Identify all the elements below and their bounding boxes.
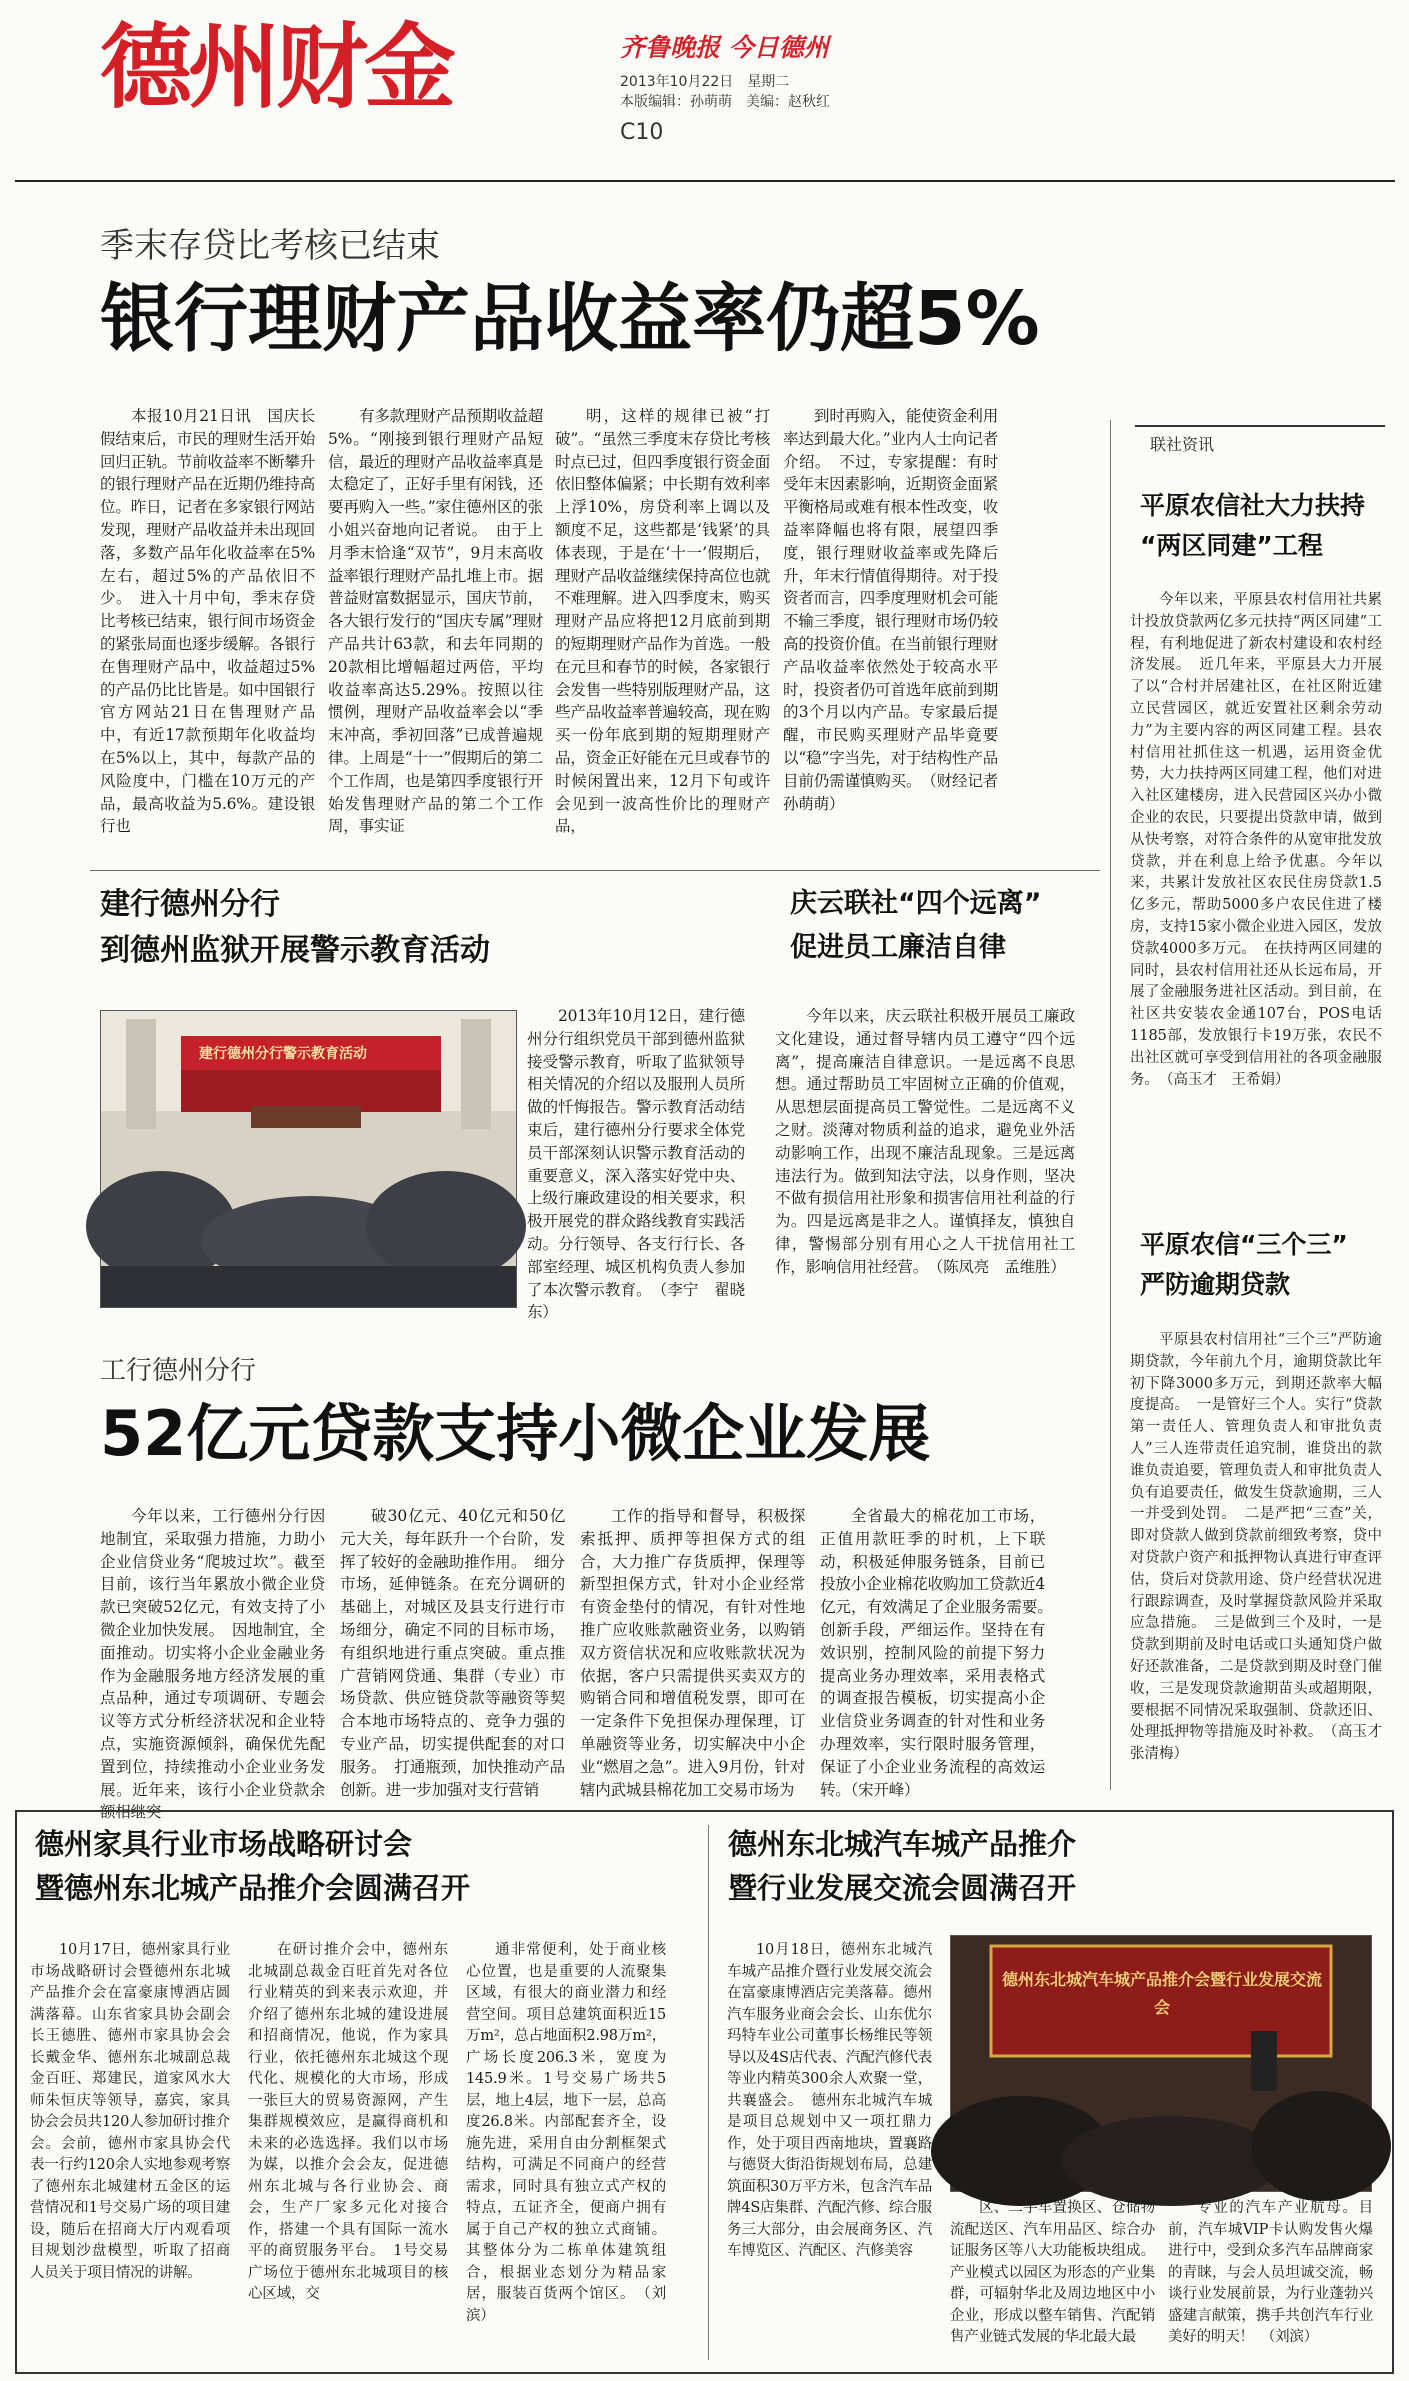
auto-column-1: 10月18日，德州东北城汽车城产品推介暨行业发展交流会在富豪康博酒店完美落幕。德州汽车服务业商会会长、山东优尔玛特车业公司董事长杨维民等领导以及4S店代表、汽配汽修代表等业内精英300余人欢聚一堂，共襄盛会。 德州东北城汽车城是项目总规划中又一项扛鼎力作，处于项目西南地块，置襄路与德贤大街沿街规划布局，总建筑面积30万平方米，包含汽车品牌4S店集群、汽配汽修、综合服务三大部分，由会展商务区、汽车博览区、汽配区、汽修美容	[727, 1942, 932, 2259]
bottom-divider	[708, 1825, 709, 2360]
sidebar-rule	[1110, 420, 1111, 1790]
issue-meta	[620, 72, 830, 112]
issue-editors: 本版编辑：孙萌萌 美编：赵秋红	[620, 94, 830, 110]
ccb-title: 建行德州分行 到德州监狱开展警示教育活动	[100, 887, 490, 968]
newspaper-name: 齐鲁晚报 今日德州	[620, 33, 829, 62]
auto-title: 德州东北城汽车城产品推介 暨行业发展交流会圆满召开	[728, 1827, 1077, 1905]
auto-photo	[950, 1935, 1372, 2192]
sidebar-tag-rule	[1135, 425, 1385, 427]
sidebar-story1-body: 今年以来，平原县农村信用社共累计投放贷款两亿多元扶持“两区同建”工程，有利地促进了新农村建设和农村经济发展。 近几年来，平原县大力开展了以“合村并居建社区，在社区附近建立民营园区，就近安置社区剩余劳动力”为主要内容的两区同建工程。县农村信用社抓住这一机遇，运用资金优势，大力扶持两区同建工程，他们对进入社区建楼房，进入民营园区兴办小微企业的农民，只要提出贷款申请，做到从快考察，对符合条件的从宽审批发放贷款，并在利息上给予优惠。今年以来，共累计发放社区农民住房贷款1.5亿多元，帮助5000多户农民住进了楼房，支持15家小微企业进入园区，发放贷款4000多万元。 在扶持两区同建的同时，县农村信用社还从长远布局，开展了金融服务进社区活动。到目前，在社区共安装农金通107台，POS电话1185部，发放银行卡19万张，农民不出社区就可享受到信用社的各项金融服务。 （高玉才 王希娟）	[1130, 592, 1382, 1088]
ccb-body: 2013年10月12日，建行德州分行组织党员干部到德州监狱接受警示教育，听取了监狱领导相关情况的介绍以及服刑人员所做的忏悔报告。警示教育活动结束后，建行德州分行要求全体党员干部深刻认识警示教育活动的重要意义，深入落实好党中央、上级行廉政建设的相关要求，积极开展党的群众路线教育实践活动。分行领导、各支行行长、各部室经理、城区机构负责人参加了本次警示教育。 （李宁 翟晓东）	[527, 1007, 745, 1322]
masthead-title: 德州财金	[100, 14, 453, 121]
lead-column-2: 有多款理财产品预期收益超5%。“刚接到银行理财产品短信，最近的理财产品收益率真是太稳定了，正好手里有闲钱，还要再购入一些。”家住德州区的张小姐兴奋地向记者说。 由于上月季末恰逢“双节”，9月末高收益率银行理财产品扎堆上市。据普益财富数据显示，国庆节前，各大银行发行的“国庆专属”理财产品共计63款，和去年同期的20款相比增幅超过两倍，平均收益率高达5.29%。按照以往惯例，理财产品收益率会以“季末冲高，季初回落”已成普遍规律。上周是“十一”假期后的第二个工作周，也是第四季度银行开始发售理财产品的第二个工作周，事实证	[328, 407, 543, 836]
icbc-column-1: 今年以来，工行德州分行因地制宜，采取强力措施，力助小企业信贷业务“爬坡过坎”。截至目前，该行当年累放小微企业贷款已突破52亿元，有效支持了小微企业加快发展。 因地制宜，全面推动。切实将小企业金融业务作为金融服务地方经济发展的重点品种，通过专项调研、专题会议等方式分析经济状况和企业特点，实施资源倾斜，确保优先配置到位，持续推动小企业业务发展。近年来，该行小企业贷款余额相继突	[100, 1507, 325, 1822]
masthead-divider	[15, 180, 1395, 182]
qingyun-body: 今年以来，庆云联社积极开展员工廉政文化建设，通过督导辖内员工遵守“四个远离”，提高廉洁自律意识。一是远离不良思想。通过帮助员工牢固树立正确的价值观，从思想层面提高员工警觉性。二是远离不义之财。淡薄对物质利益的追求，避免业外活动影响工作，出现不廉洁乱现象。三是远离违法行为。做到知法守法，以身作则，坚决不做有损信用社形象和损害信用社利益的行为。四是远离是非之人。谨慎择友，慎独自律，警惕部分别有用心之人干扰信用社工作，影响信用社经营。 （陈凤亮 孟维胜）	[775, 1007, 1075, 1276]
qingyun-title: 庆云联社“四个远离” 促进员工廉洁自律	[790, 888, 1042, 963]
auto-column-2: 区、二手车置换区、仓储物流配送区、汽车用品区、综合办证服务区等八大功能板块组成。产业模式以园区为形态的产业集群，可辐射华北及周边地区中小企业，形成以整车销售、汽配销售产业链式发展的华北最大最	[950, 2200, 1155, 2345]
lead-kicker: 季末存贷比考核已结束	[100, 226, 440, 266]
auto-column-3: 专业的汽车产业航母。目前，汽车城VIP卡认购发售火爆进行中，受到众多汽车品牌商家的青睐，与会人员坦诚交流，畅谈行业发展前景，为行业蓬勃兴盛建言献策，携手共创汽车行业美好的明天！ （刘滨）	[1168, 2200, 1373, 2345]
sidebar-story2-title: 平原农信“三个三” 严防逾期贷款	[1140, 1230, 1348, 1299]
icbc-headline: 52亿元贷款支持小微企业发展	[100, 1397, 931, 1470]
icbc-column-3: 工作的指导和督导，积极探索抵押、质押等担保方式的组合，大力推广存货质押，保理等新型担保方式，针对小企业经常有资金垫付的情况，有针对性地推广应收账款融资业务，以购销双方资信状况和应收账款状况为依据，客户只需提供买卖双方的购销合同和增值税发票，即可在一定条件下免担保办理保理，订单融资等业务，切实解决中小企业“燃眉之急”。进入9月份，针对辖内武城县棉花加工交易市场为	[580, 1507, 805, 1799]
ccb-photo	[100, 1010, 517, 1308]
icbc-column-4: 全省最大的棉花加工市场，正值用款旺季的时机，上下联动，积极延伸服务链条，目前已投放小企业棉花收购加工贷款近4亿元，有效满足了企业服务需要。 创新手段，严细运作。坚持在有效识别，控制风险的前提下努力提高业务办理效率，采用表格式的调查报告模板，切实提高小企业信贷业务调查的针对性和业务办理效率，实行限时服务管理，保证了小企业业务流程的高效运转。（宋开峰）	[820, 1507, 1061, 1799]
furniture-title: 德州家具行业市场战略研讨会 暨德州东北城产品推介会圆满召开	[35, 1827, 471, 1905]
lead-column-1: 本报10月21日讯 国庆长假结束后，市民的理财生活开始回归正轨。节前收益率不断攀升的银行理财产品在近期仍维持高位。昨日，记者在多家银行网站发现，理财产品收益并未出现回落，多数产品年化收益率在5%左右，超过5%的产品依旧不少。 进入十月中旬，季末存贷比考核已结束，银行间市场资金的紧张局面也逐步缓解。各银行在售理财产品中，收益超过5%的产品仍比比皆是。如中国银行官方网站21日在售理财产品中，有近17款预期年化收益均在5%以上，其中，每款产品的风险度中，门槛在10万元的产品，最高收益为5.6%。建设银行也	[100, 407, 315, 836]
lead-column-4: 到时再购入，能使资金利用率达到最大化。”业内人士向记者介绍。 不过，专家提醒：有时受年末因素影响，近期资金面紧平衡格局或难有根本性改变，收益率降幅也将有限，展望四季度，银行理财收益率或先降后升，年末行情值得期待。对于投资者而言，四季度理财机会可能不输三季度，银行理财市场仍较高的投资价值。在当前银行理财产品收益率依然处于较高水平时，投资者仍可首选年底前到期的3个月以内产品。专家最后提醒，市民购买理财产品毕竟要以“稳”字当先，对于结构性产品目前仍需谨慎购买。 （财经记者 孙萌萌）	[783, 407, 1014, 813]
icbc-column-2: 破30亿元、40亿元和50亿元大关，每年跃升一个台阶，发挥了较好的金融助推作用。 细分市场，延伸链条。在充分调研的基础上，对城区及县支行进行市场细分，确定不同的目标市场，有组织地进行重点突破。重点推广营销网贷通、集群（专业）市场贷款、供应链贷款等融资等契合本地市场特点的、竞争力强的专业产品，切实提供配套的对口服务。 打通瓶颈，加快推动产品创新。进一步加强对支行营销	[340, 1507, 565, 1799]
sidebar-story1-title: 平原农信社大力扶持 “两区同建”工程	[1140, 491, 1366, 560]
furniture-column-3: 通非常便利，处于商业核心位置，也是重要的人流聚集区域，有很大的商业潜力和经营空间。项目总建筑面积近15万m²，总占地面积2.98万m²，广场长度206.3米，宽度为145.9米。1号交易广场共5层，地上4层，地下一层，总高度26.8米。内部配套齐全，设施先进，采用自由分割框架式结构，可满足不同商户的经营需求，同时具有独立式产权的特点，五证齐全，便商户拥有属于自己产权的独立式商铺。其整体分为二栋单体建筑组合，根据业态划分为精品家居，服装百货两个馆区。 （刘滨）	[466, 1942, 666, 2324]
ccb-photo-banner: 建行德州分行警示教育活动	[199, 1046, 367, 1062]
sidebar-story2-body: 平原县农村信用社“三个三”严防逾期贷款，今年前九个月，逾期贷款比年初下降3000多万元，到期还款率大幅度提高。 一是管好三个人。实行“贷款第一责任人、管理负责人和审批负责人”三人连带责任追究制，谁贷出的款谁负责追要，管理负责人和审批负责人负有追要责任，做发生贷款逾期，三人一并受到处罚。 二是严把“三查”关，即对贷款人做到贷款前细致考察，贷中对贷款户资产和抵押物认真进行审查评估，贷后对贷款用途、贷户经营状况进行跟踪调查，及时掌握贷款风险并采取应急措施。 三是做到三个及时，一是贷款到期前及时电话或口头通知贷户做好还款准备，二是贷款到期及时登门催收，三是发现贷款逾期苗头或超期限，要根据不同情况采取强制、贷款还旧、处理抵押物等措施及时补救。 （高玉才 张清梅）	[1130, 1332, 1397, 1763]
furniture-column-1: 10月17日，德州家具行业市场战略研讨会暨德州东北城产品推介会在富豪康博酒店圆满落幕。山东省家具协会副会长王德胜、德州市家具协会会长戴金华、德州东北城副总裁金百旺、郑建民，道家风水大师朱恒庆等领导，嘉宾，家具协会会员共120人参加研讨推介会。会前，德州市家具协会代表一行约120余人实地参观考察了德州东北城建材五金区的运营情况和1号交易广场的项目建设，随后在招商大厅内观看项目规划沙盘模型，听取了招商人员关于项目情况的讲解。	[30, 1942, 230, 2281]
lead-headline: 银行理财产品收益率仍超5%	[100, 276, 1040, 362]
issue-date: 2013年10月22日 星期二	[620, 74, 790, 90]
lead-column-3: 明，这样的规律已被“打破”。“虽然三季度末存贷比考核时点已过，但四季度银行资金面依旧整体偏紧；中长期有效利率上浮10%，房贷利率上调以及额度不足，这些都是‘钱紧’的具体表现，于是在‘十一’假期后，理财产品收益继续保持高位也就不难理解。进入四季度末，购买理财产品应将把12月底前到期的短期理财产品作为首选。一般在元旦和春节的时候，各家银行会发售一些特别版理财产品，这些产品收益率普遍较高，现在购买一份年底到期的短期理财产品，资金正好能在元旦或春节的时候闲置出来，12月下旬或许会见到一波高性价比的理财产品，	[555, 407, 770, 836]
auto-photo-banner: 德州东北城汽车城产品推介会暨行业发展交流会	[1001, 1970, 1322, 2017]
section-divider	[90, 870, 1100, 871]
page-number: C10	[620, 120, 664, 145]
icbc-kicker: 工行德州分行	[100, 1356, 257, 1386]
furniture-column-2: 在研讨推介会中，德州东北城副总裁金百旺首先对各位行业精英的到来表示欢迎，并介绍了德州东北城的建设进展和招商情况，他说，作为家具行业，依托德州东北城这个现代化、规模化的大市场，形成一张巨大的贸易资源网，产生集群规模效应，是赢得商机和未来的必选选择。我们以市场为媒，以推介会会友，促进德州东北城与各行业协会、商会，生产厂家多元化对接合作，搭建一个具有国际一流水平的商贸服务平台。 1号交易广场位于德州东北城项目的核心区域，交	[248, 1942, 448, 2302]
sidebar-tag: 联社资讯	[1150, 435, 1215, 454]
